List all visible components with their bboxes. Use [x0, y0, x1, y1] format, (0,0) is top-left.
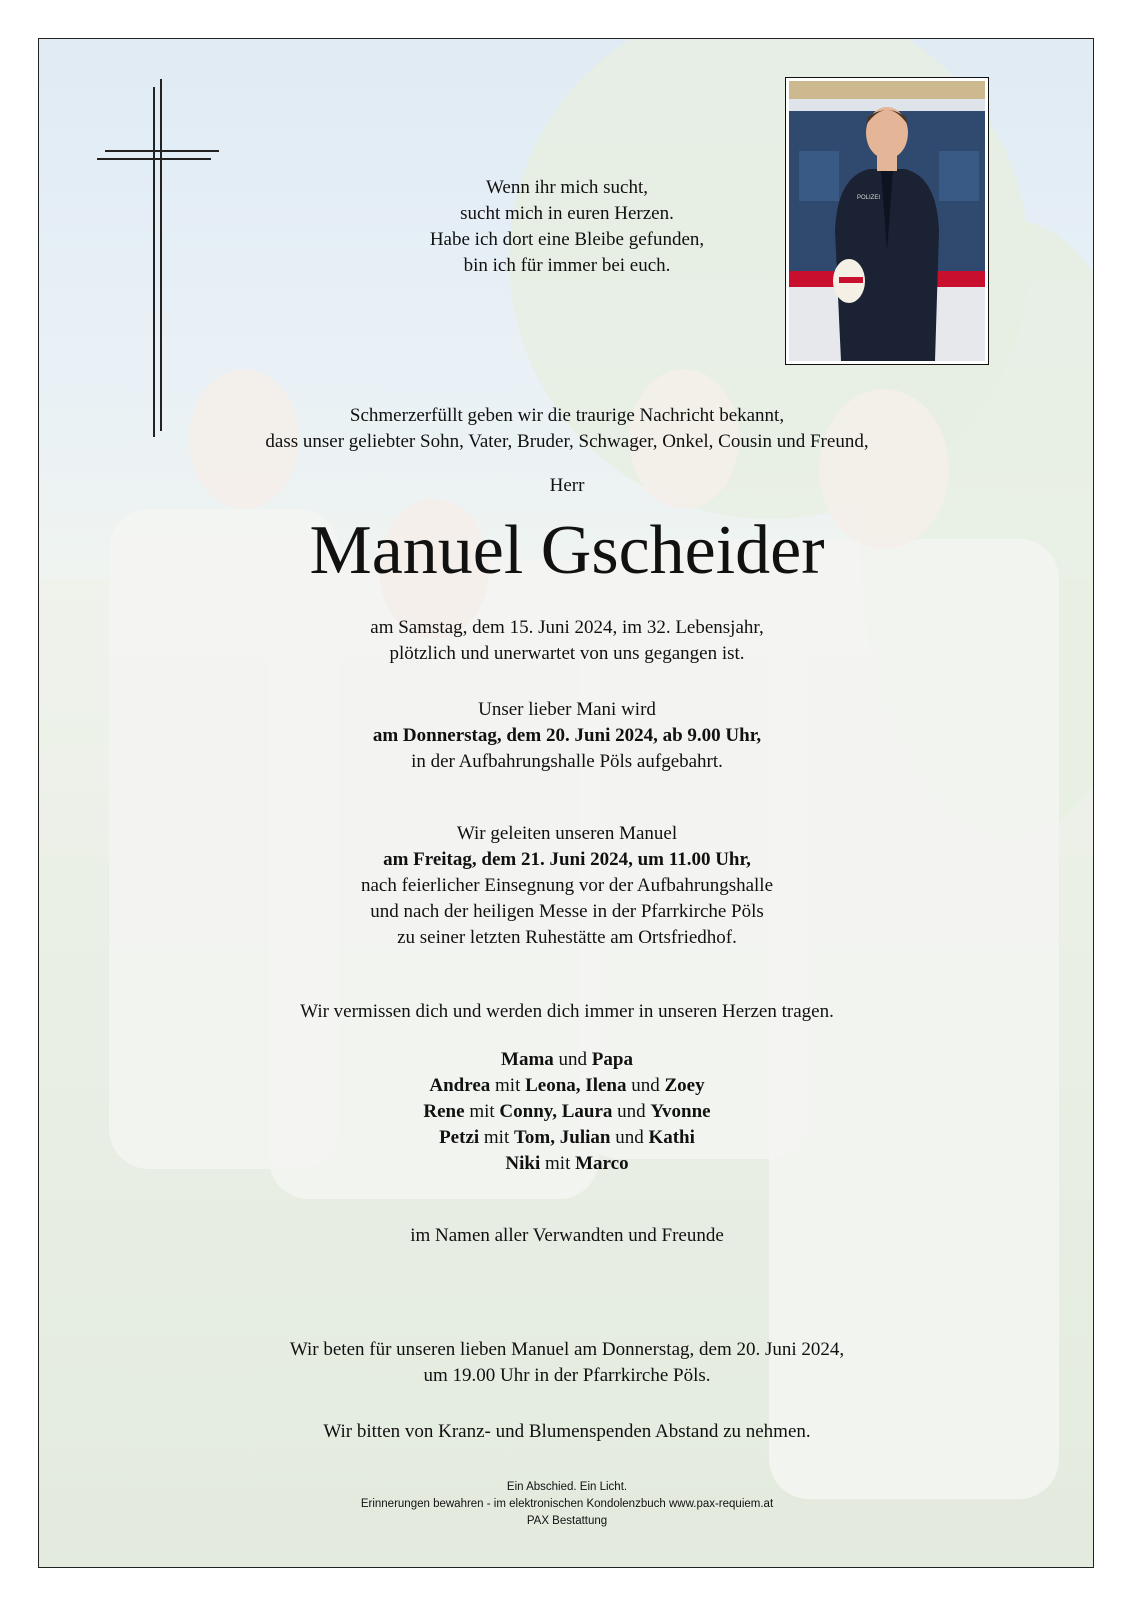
announcement-intro: Schmerzerfüllt geben wir die traurige Nachricht bekannt, dass unser geliebter Sohn, Vater, Bruder, Schwager, Onkel, Cousin und Freund,	[265, 405, 869, 452]
on-behalf-text: im Namen aller Verwandten und Freunde	[410, 1225, 724, 1246]
deceased-name: Manuel Gscheider	[309, 512, 825, 589]
family-row: Petzi mit Tom, Julian und Kathi	[439, 1127, 695, 1148]
lying-in-state-info: Unser lieber Mani wird am Donnerstag, dem 20. Juni 2024, ab 9.00 Uhr, in der Aufbahrungshalle Pöls aufgebahrt.	[372, 699, 762, 772]
miss-you-text: Wir vermissen dich und werden dich immer in unseren Herzen tragen.	[300, 1001, 834, 1022]
poem: Wenn ihr mich sucht, sucht mich in euren Herzen. Habe ich dort eine Bleibe gefunden, bin ich für immer bei euch.	[429, 177, 705, 276]
family-row: Andrea mit Leona, Ilena und Zoey	[429, 1075, 705, 1096]
police-badge: POLIZEI	[857, 195, 881, 201]
family-row: Mama und Papa	[501, 1049, 633, 1070]
family-row: Niki mit Marco	[505, 1153, 629, 1174]
death-notice: am Samstag, dem 15. Juni 2024, im 32. Lebensjahr, plötzlich und unerwartet von uns gegangen ist.	[370, 617, 764, 664]
family-row: Rene mit Conny, Laura und Yvonne	[423, 1101, 711, 1122]
funeral-info: Wir geleiten unseren Manuel am Freitag, dem 21. Juni 2024, um 11.00 Uhr, nach feierlicher Einsegnung vor der Aufbahrungshalle und nach der heiligen Messe in der Pfarrkirche Pöls zu seiner letzten Ruhestätte am Ortsfriedhof.	[360, 823, 774, 948]
footer: Ein Abschied. Ein Licht. Erinnerungen bewahren - im elektronischen Kondolenzbuch www.pax-requiem.at PAX Bestattung	[360, 1481, 774, 1527]
no-wreaths-request: Wir bitten von Kranz- und Blumenspenden Abstand zu nehmen.	[323, 1421, 811, 1442]
family-list	[39, 1047, 1094, 1177]
memorial-mass-info: Wir beten für unseren lieben Manuel am Donnerstag, dem 20. Juni 2024, um 19.00 Uhr in der Pfarrkirche Pöls.	[289, 1339, 845, 1386]
salutation: Herr	[549, 475, 585, 496]
obituary-card	[38, 38, 1094, 1568]
